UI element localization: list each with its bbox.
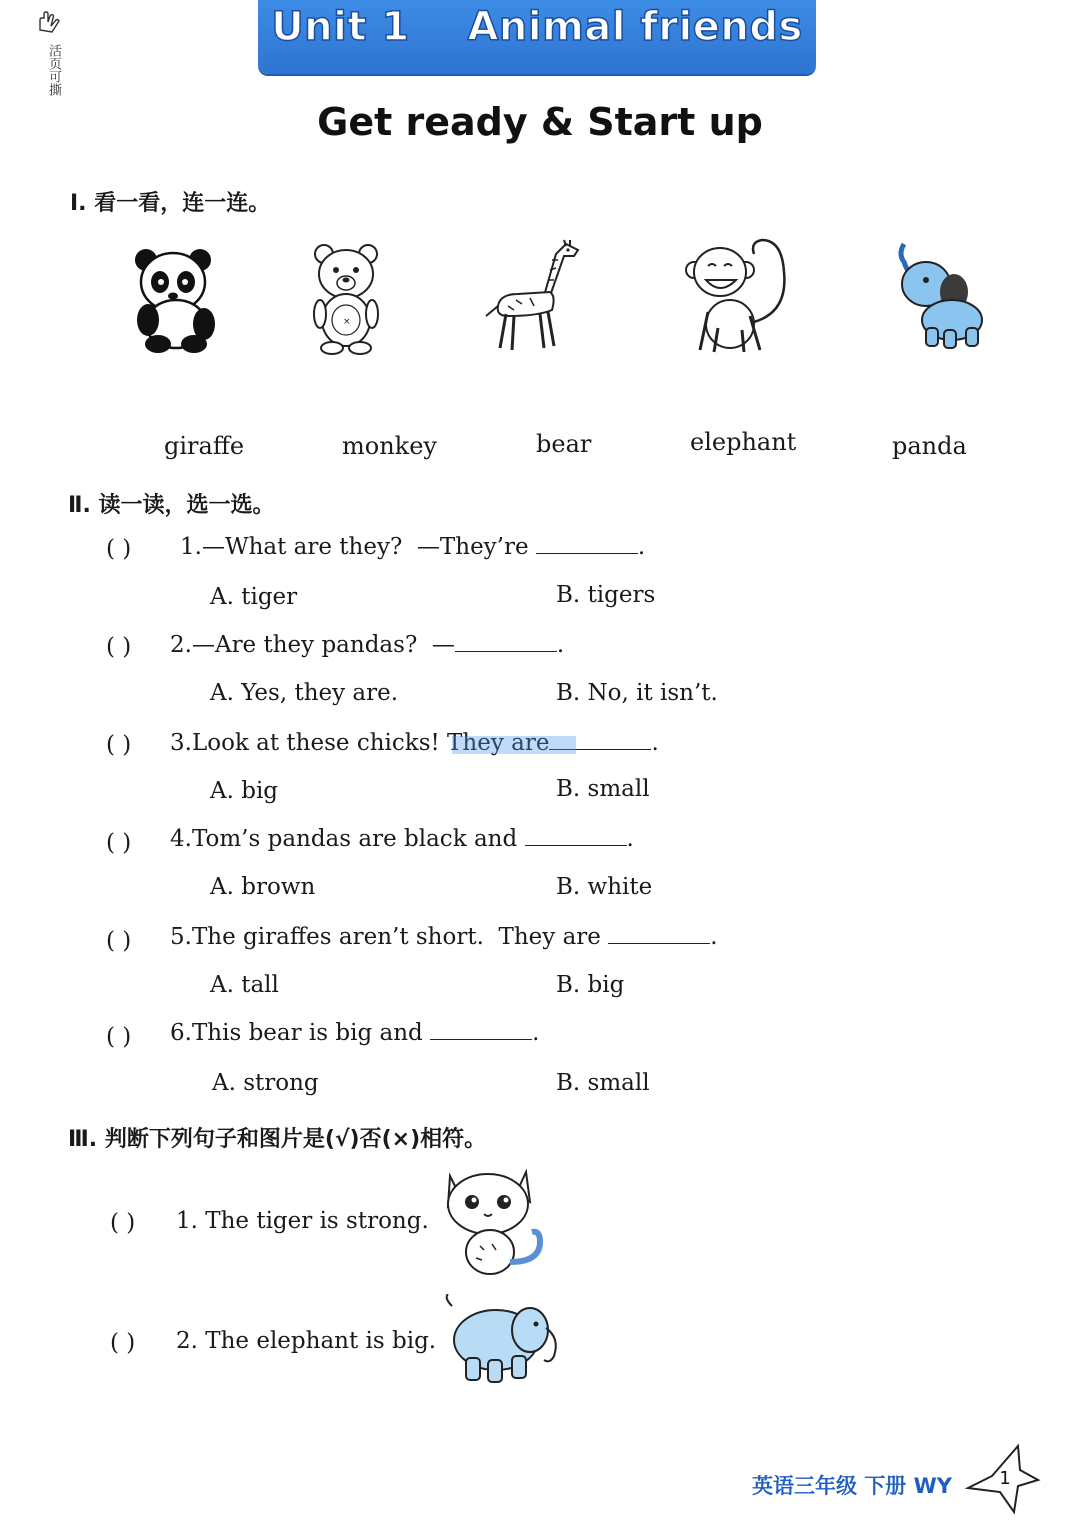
question-number: 1. [180,534,202,560]
question-5 [170,924,718,950]
question-end: . [637,534,646,560]
answer-blank[interactable] [536,535,638,554]
question-text: Look at these chicks! They are [191,730,550,756]
question-end: . [710,924,718,950]
answer-paren[interactable]: ( ) [106,830,132,856]
option-b: B. No, it isn’t. [556,680,718,706]
answer-blank[interactable] [608,925,710,944]
question-end: . [532,1020,540,1046]
question-1 [180,534,645,560]
word-monkey: monkey [342,432,437,460]
option-a: A. big [210,778,279,804]
option-b: B. small [556,1070,650,1096]
judge-item-1: 1. The tiger is strong. [176,1208,429,1234]
monkey-icon [684,232,796,360]
kitten-icon [440,1166,548,1278]
answer-blank[interactable] [430,1021,532,1040]
answer-blank[interactable] [455,633,557,652]
question-number: 6. [170,1020,192,1046]
question-text: This bear is big and [191,1020,423,1046]
elephant-icon [442,1294,564,1386]
svg-text:×: × [343,317,351,327]
question-text: Tom’s pandas are black and [191,826,518,852]
option-a: A. tall [210,972,279,998]
section-3-heading: Ⅲ. 判断下列句子和图片是(√)否(×)相符。 [68,1127,487,1152]
lesson-title: Get ready & Start up [317,100,763,144]
option-a: A. strong [212,1070,319,1096]
answer-paren[interactable]: ( ) [106,536,132,562]
question-text: —What are they? —They’re [201,534,529,560]
answer-blank[interactable] [525,827,627,846]
option-b: B. small [556,776,650,802]
question-6 [170,1020,539,1046]
question-4 [170,826,634,852]
answer-paren[interactable]: ( ) [106,732,132,758]
word-panda: panda [892,432,967,460]
answer-paren[interactable]: ( ) [106,634,132,660]
option-a: A. tiger [210,584,298,610]
option-b: B. big [556,972,625,998]
question-text: —Are they pandas? — [191,632,455,658]
page-number: 1 [999,1468,1011,1489]
judge-item-2: 2. The elephant is big. [176,1328,437,1354]
book-info: 英语三年级 下册 WY [752,1474,952,1498]
question-text: The giraffes aren’t short. They are [191,924,601,950]
question-number: 3. [170,730,192,756]
option-b: B. tigers [556,582,656,608]
text-highlight [452,736,576,754]
question-number: 4. [170,826,192,852]
question-end: . [626,826,634,852]
bear-icon [312,240,380,356]
judge-paren[interactable]: ( ) [110,1210,136,1236]
panda-icon [132,244,216,354]
section-2-heading: Ⅱ. 读一读，选一选。 [68,493,275,518]
word-giraffe: giraffe [164,432,245,460]
question-3 [170,730,659,756]
question-end: . [651,730,659,756]
tear-off-note [36,10,66,96]
question-end: . [556,632,565,658]
word-bear: bear [536,430,592,458]
option-a: A. brown [210,874,316,900]
answer-paren[interactable]: ( ) [106,928,132,954]
option-b: B. white [556,874,653,900]
option-a: A. Yes, they are. [210,680,399,706]
tear-off-text: 活页可撕 [46,44,61,96]
elephant-icon [896,240,988,352]
word-elephant: elephant [690,428,797,456]
question-number: 2. [170,632,192,658]
question-2 [170,632,564,658]
answer-paren[interactable]: ( ) [106,1024,132,1050]
question-number: 5. [170,924,192,950]
hand-icon [36,10,62,36]
unit-title: Unit 1 Animal friends [271,4,803,50]
giraffe-icon [478,236,586,356]
judge-paren[interactable]: ( ) [110,1330,136,1356]
section-1-heading: Ⅰ. 看一看，连一连。 [70,191,271,216]
